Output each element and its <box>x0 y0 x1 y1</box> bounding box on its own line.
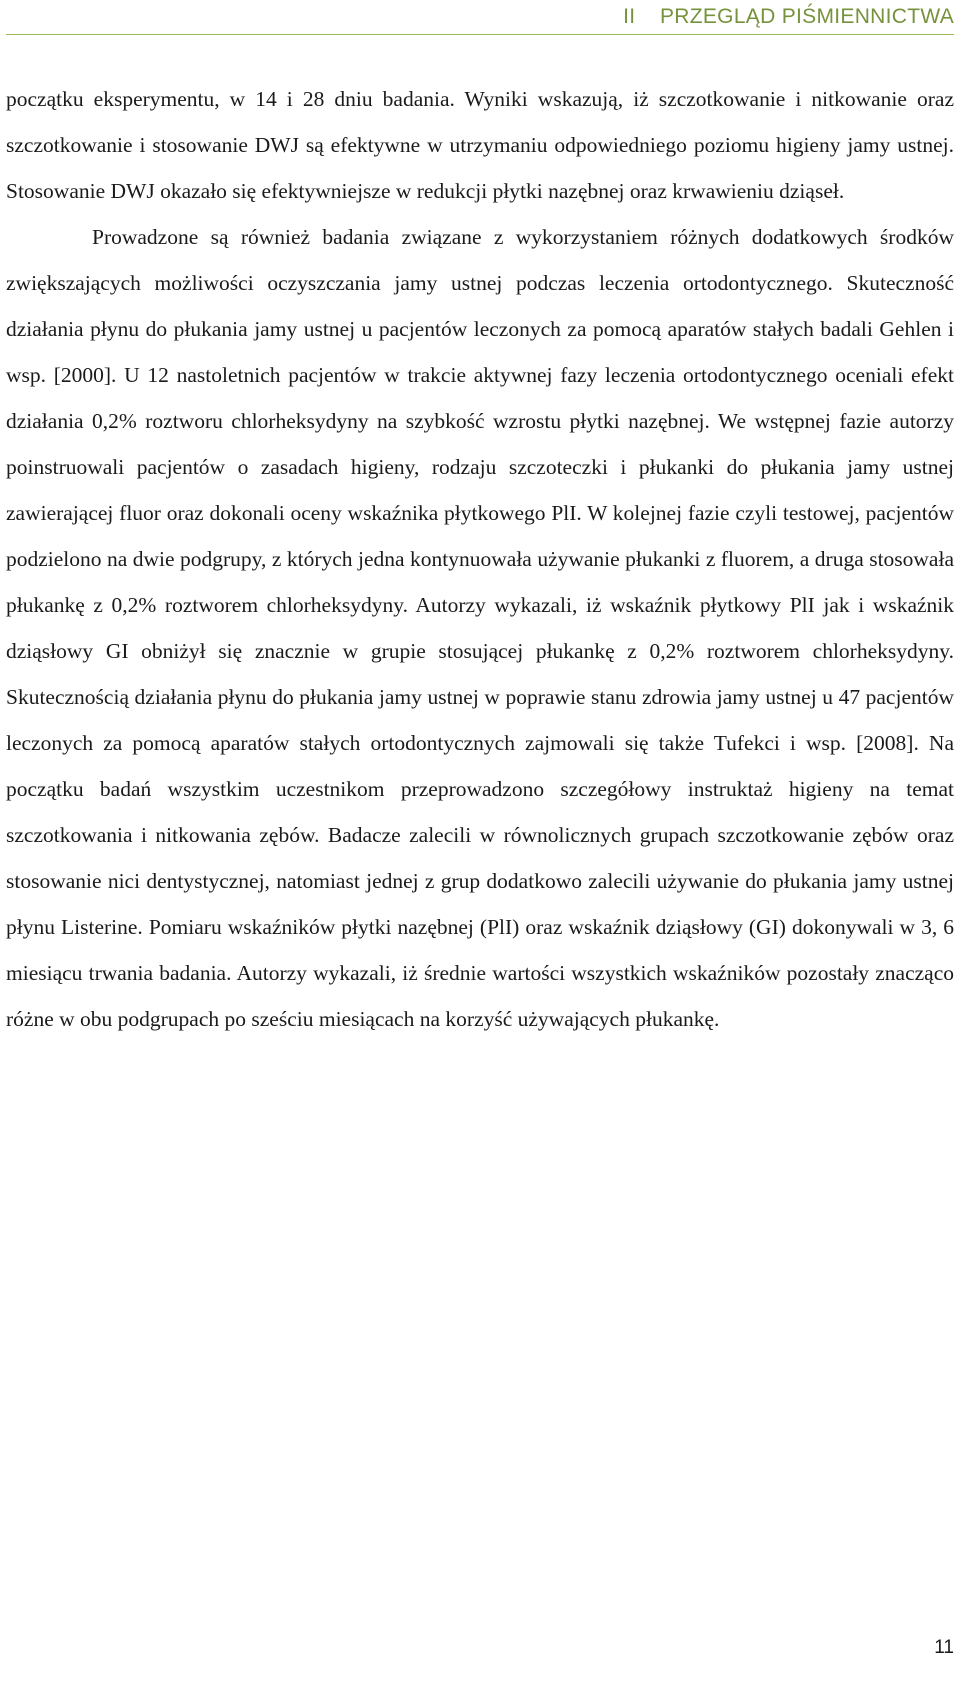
paragraph: Prowadzone są również badania związane z wykorzystaniem różnych dodatkowych środków zwiększających możliwości oczyszczania jamy ustnej podczas leczenia ortodontycznego. Skuteczność działania płynu do płukania jamy ustnej u pacjentów leczonych za pomocą aparatów stałych badali Gehlen i wsp. [2000]. U 12 nastoletnich pacjentów w trakcie aktywnej fazy leczenia ortodontycznego oceniali efekt działania 0,2% roztworu chlorheksydyny na szybkość wzrostu płytki nazębnej. We wstępnej fazie autorzy poinstruowali pacjentów o zasadach higieny, rodzaju szczoteczki i płukanki do płukania jamy ustnej zawierającej fluor oraz dokonali oceny wskaźnika płytkowego PlI. W kolejnej fazie czyli testowej, pacjentów podzielono na dwie podgrupy, z których jedna kontynuowała używanie płukanki z fluorem, a druga stosowała płukankę z 0,2% roztworem chlorheksydyny. Autorzy wykazali, iż wskaźnik płytkowy PlI jak i wskaźnik dziąsłowy GI obniżył się znacznie w grupie stosującej płukankę z 0,2% roztworem chlorheksydyny. Skutecznością działania płynu do płukania jamy ustnej w poprawie stanu zdrowia jamy ustnej u 47 pacjentów leczonych za pomocą aparatów stałych ortodontycznych zajmowali się także Tufekci i wsp. [2008]. Na początku badań wszystkim uczestnikom przeprowadzono szczegółowy instruktaż higieny na temat szczotkowania i nitkowania zębów. Badacze zalecili w równolicznych grupach szczotkowanie zębów oraz stosowanie nici dentystycznej, natomiast jednej z grup dodatkowo zalecili używanie do płukania jamy ustnej płynu Listerine. Pomiaru wskaźników płytki nazębnej (PlI) oraz wskaźnik dziąsłowy (GI) dokonywali w 3, 6 miesiącu trwania badania. Autorzy wykazali, iż średnie wartości wszystkich wskaźników pozostały znacząco różne w obu podgrupach po sześciu miesiącach na korzyść używających płukankę. <box>6 225 954 1031</box>
page-number: 11 <box>934 1637 954 1658</box>
running-header <box>6 0 954 35</box>
chapter-title: II PRZEGLĄD PIŚMIENNICTWA <box>623 5 954 28</box>
document-body <box>6 76 954 1042</box>
paragraph-continuation: początku eksperymentu, w 14 i 28 dniu badania. Wyniki wskazują, iż szczotkowanie i nitkowanie oraz szczotkowanie i stosowanie DWJ są efektywne w utrzymaniu odpowiedniego poziomu higieny jamy ustnej. Stosowanie DWJ okazało się efektywniejsze w redukcji płytki nazębnej oraz krwawieniu dziąseł. <box>6 87 954 203</box>
